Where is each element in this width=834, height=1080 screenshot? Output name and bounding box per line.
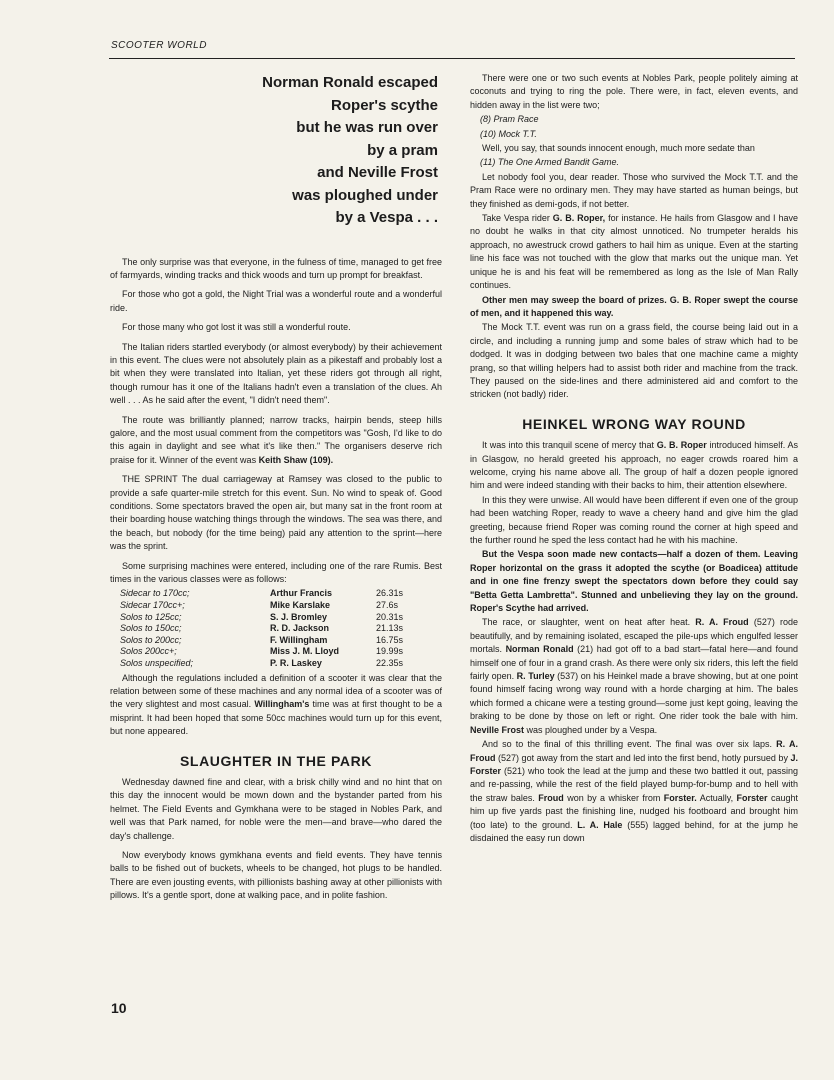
results-row [120,635,413,647]
paragraph [470,738,798,845]
rider-cell: Miss J. M. Lloyd [270,646,340,657]
paragraph [470,212,798,292]
paragraph-text: (21) had got off to a bad start—fatal here—and found himself one of four in a grand crash. As there were only six riders, this left the field fairly open. [470,644,798,682]
paragraph: There were one or two such events at Nobles Park, people politely aiming at coconuts and trying to ring the pole. There were, in fact, eleven events, and hidden away in the list were two; [470,73,798,110]
results-row [120,658,413,670]
paragraph-text: caught him up five yards past the finishing line, nudged his footboard and brought him (too late) to the ground. [470,792,798,830]
headline-line: by a Vespa . . . [335,209,438,226]
paragraph-text: time was at first thought to be a misprint. It had been hoped that some 50cc machines would turn up for this event, but none appeared. [110,699,442,737]
rider-cell: R. D. Jackson [270,623,330,634]
list-item: (8) Pram Race [480,114,539,125]
rider-cell: F. Willingham [270,634,328,645]
time-cell: 27.6s [376,600,399,611]
rider-name: Willingham's [254,699,310,710]
paragraph: For those many who got lost it was still a wonderful route. [122,322,351,333]
bold-paragraph: But the Vespa soon made new contacts—half a dozen of them. Leaving Roper horizontal on the grass it adopted the scythe (or Boadicea) attitude and in one fine frenzy swept the spectators down before they could say "Betta Getta Lambretta". Stunned and unbelieving they lay on the ground. Roper's Scythe had arrived. [470,549,798,614]
paragraph [110,414,442,468]
paragraph-text: (527) rode beautifully, and by remaining isolated, escaped the pile-ups which engulfed lesser mortals. [470,617,798,655]
pull-headline [110,72,442,230]
paragraph: THE SPRINT The dual carriageway at Ramsey was closed to the public to provide a safe quarter-mile stretch for this event. Sun. No wind to speak of. Good conditions. Some spectators braved the open air, but many sat in the front room at their boarding house watching things through the windows. The sea was there, and the beach, but nobody (for the time being) paid any attention to the sprint—here was the sprint. [110,474,442,552]
paragraph: The Italian riders startled everybody (or almost everybody) by their achievement in this event. The clues were not absolutely plain as a pikestaff and probably lost a bit when they were translated into Italian, yet these riders got through all right, though rumour has it one of the Italians hadn't even a translation of the clues. Ah well . . . As he said after the event, "I didn't need them". [110,341,442,406]
time-cell: 21.13s [376,623,404,634]
headline-line: Roper's scythe [331,96,438,114]
results-row [120,588,413,600]
time-cell: 26.31s [376,588,404,599]
class-cell: Solos to 150cc; [120,623,182,634]
class-cell: Sidecar to 170cc; [120,588,190,599]
paragraph-text: introduced himself. As in Glasgow, no herald greeted his approach, no eager crowds roared him a welcome, crying his name above all. The group of half a dozen people ignored him and were indeed standing with their backs to him, their attention elsewhere. [470,440,798,491]
running-head: SCOOTER WORLD [111,40,207,51]
headline-line: Norman Ronald escaped [262,74,438,91]
sprint-results-table [120,588,413,669]
rider-name: R. Turley [516,671,555,682]
headline-line: by a pram [367,141,438,159]
paragraph: The only surprise was that everyone, in the fulness of time, managed to get free of farmyards, winding tracks and thick woods and turn up prompt for breakfast. [110,256,442,280]
paragraph-text: The route was brilliantly planned; narrow tracks, hairpin bends, steep hills galore, and the most usual comment from the competitors was "Gosh, I'd like to do this again in daylight and see what it's like then." The organisers deserve rich praise for it. Winner of the event was [110,414,442,465]
header-rule [109,58,795,59]
paragraph-text: Take Vespa rider [482,213,550,224]
paragraph: Well, you say, that sounds innocent enough, much more sedate than [482,143,755,154]
rider-name: J. Forster [470,752,798,776]
paragraph [110,672,442,739]
list-item: (11) The One Armed Bandit Game. [480,157,620,168]
rider-name: Neville Frost [470,724,525,735]
bold-paragraph: Other men may sweep the board of prizes. G. B. Roper swept the course of men, and it happened this way. [470,294,798,318]
paragraph: The Mock T.T. event was run on a grass field, the course being laid out in a circle, and including a running jump and some bales of straw which had to be dodged. It was in dodging between two bales that one machine came a mighty prang, so that willing helpers had to assist both rider and machine from the track. They paused on the side-lines and there administered aid and comfort to the stricken (not badly) rider. [470,322,798,400]
section-heading: HEINKEL WRONG WAY ROUND [522,415,746,432]
paragraph-text: (527) got away from the start and led into the first bend, hotly pursued by [498,752,788,763]
paragraph: For those who got a gold, the Night Trial was a wonderful route and a wonderful ride. [110,289,442,313]
headline-line: but he was run over [296,119,438,136]
paragraph-text: was ploughed under by a Vespa. [526,724,658,735]
time-cell: 16.75s [376,634,404,645]
class-cell: Solos to 125cc; [120,611,182,622]
rider-cell: P. R. Laskey [270,658,322,668]
time-cell: 19.99s [376,646,404,657]
results-row [120,623,413,635]
paragraph: In this they were unwise. All would have been different if even one of the group had been watching Roper, ready to wave a cheery hand and give him the glad greeting, because friend Roper was coming round the corner at high speed and the further round he sped the less contact had he with his machine. [470,494,798,545]
left-column [110,72,442,904]
rider-cell: Arthur Francis [270,588,333,599]
results-row [120,612,413,624]
paragraph-text: won by a whisker from [567,792,661,803]
winner-name: Keith Shaw (109). [258,454,334,465]
rider-name: L. A. Hale [577,819,623,830]
rider-name: Norman Ronald [505,644,574,655]
headline-line: and Neville Frost [317,164,438,181]
paragraph: Wednesday dawned fine and clear, with a brisk chilly wind and no hint that on this day the innocent would be mown down and the bystander parted from his helmet. The Field Events and Gymkhana were to be staged in Nobles Park, and well was that Park named, for noble were the men—and brave—who dared the day's challenge. [110,777,442,841]
rider-name: G. B. Roper, [552,213,606,224]
paragraph-text: The race, or slaughter, went on heat after heat. [482,617,691,628]
paragraph-text: (555) lagged behind, for at the jump he disdained the easy run down [470,819,798,843]
paragraph-text: And so to the final of this thrilling event. The final was over six laps. [482,739,773,750]
time-cell: 22.35s [376,658,404,668]
rider-name: Froud [538,792,564,803]
class-cell: Solos to 200cc; [120,634,182,645]
paragraph: Some surprising machines were entered, including one of the rare Rumis. Best times in the various classes were as follows: [110,560,442,585]
results-row [120,646,413,658]
rider-name: Forster [736,792,768,803]
paragraph-text: (521) who took the lead at the jump and these two battled it out, passing and re-passing, while the rest of the field played bump-for-bump and to hell with the straw bales. [470,765,798,803]
class-cell: Solos 200cc+; [120,646,177,657]
paragraph-text: Although the regulations included a definition of a scooter it was clear that the relation between some of these machines and any normal idea of a scooter was of the very slightest and most casual. [110,672,442,710]
rider-cell: S. J. Bromley [270,611,328,622]
section-heading: SLAUGHTER IN THE PARK [179,752,372,769]
rider-name: G. B. Roper [656,440,707,451]
time-cell: 20.31s [376,611,404,622]
class-cell: Solos unspecified; [120,658,194,668]
paragraph-text: (537) on his Heinkel made a brave showing, but at one point found himself facing wrong way round with a horde charging at him. The bales which formed a chicane were a testing ground—some just kept going, leaving the braking to be done by those on left or right. One rider took the bale with him. [470,671,798,722]
right-column [470,72,798,846]
paragraph [470,439,798,493]
rider-name: R. A. Froud [695,617,749,628]
page-number: 10 [111,1000,127,1016]
paragraph [470,616,798,737]
paragraph: Let nobody fool you, dear reader. Those who survived the Mock T.T. and the Pram Race were no ordinary men. They may have started as human beings, but they finished as demi-gods, if not better. [470,171,798,209]
paragraph-text: for instance. He hails from Glasgow and I have no doubt he walks in that city almost unnoticed. No trumpeter heralds his approach, no awestruck crowd gathers to hail him as unique. Even at the starting line his face was not touched with the glow that marks out the unique man. Yet unique he is and his feat will be remembered as long as the Isle of Man Rally continues. [470,213,798,291]
rider-name: Forster. [663,792,697,803]
paragraph: Now everybody knows gymkhana events and field events. They have tennis balls to be fished out of buckets, wheels to be changed, hot plugs to be handled. There are even jousting events, with pillionists bashing away at other pillionists with pillows. It's a gentle sport, done at walking pace, and in polite fashion. [110,850,442,901]
rider-name: R. A. Froud [470,739,798,763]
list-item: (10) Mock T.T. [480,128,537,139]
paragraph-text: It was into this tranquil scene of mercy that [482,440,654,451]
rider-cell: Mike Karslake [270,600,331,611]
results-row [120,600,413,612]
headline-line: was ploughed under [292,186,438,204]
paragraph-text: Actually, [699,792,734,803]
class-cell: Sidecar 170cc+; [120,600,185,611]
